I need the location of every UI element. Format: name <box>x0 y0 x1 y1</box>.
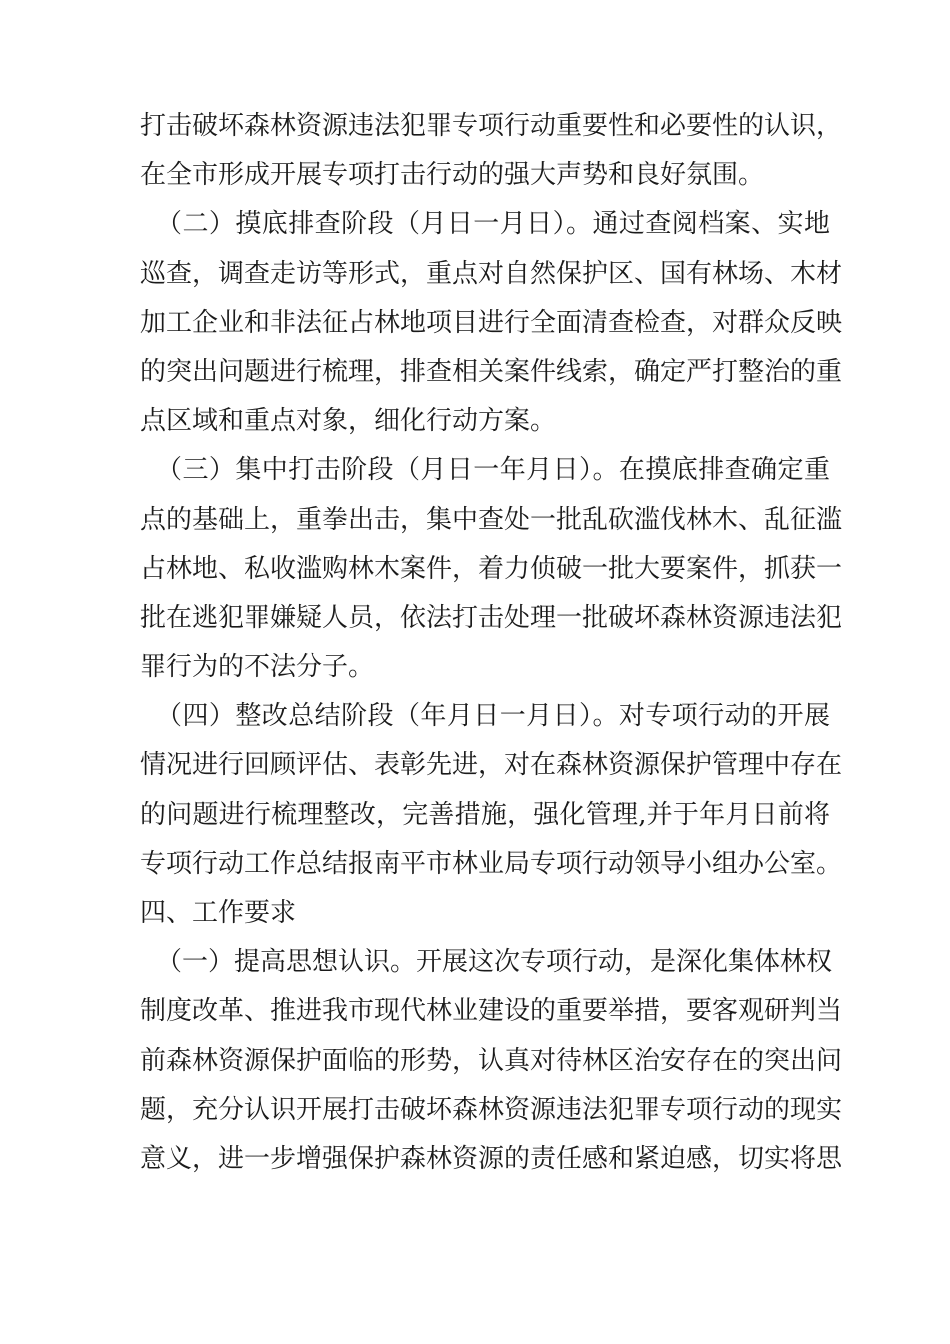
text-line: 前森林资源保护面临的形势，认真对待林区治安存在的突出问 <box>140 1045 843 1076</box>
section-title: 四、工作要求 <box>140 898 297 928</box>
text-line: 打击破坏森林资源违法犯罪专项行动重要性和必要性的认识， <box>140 111 843 141</box>
text-line: 意义，进一步增强保护森林资源的责任感和紧迫感，切实将思 <box>140 1143 843 1174</box>
section-heading-line: （四）整改总结阶段（年月日一月日）。对专项行动的开展 <box>156 701 830 732</box>
text-line: 在全市形成开展专项打击行动的强大声势和良好氛围。 <box>140 160 765 191</box>
text-line: 罪行为的不法分子。 <box>140 652 375 683</box>
text-line: 情况进行回顾评估、表彰先进，对在森林资源保护管理中存在 <box>140 750 843 781</box>
section-heading-line: （一）提高思想认识。开展这次专项行动，是深化集体林权 <box>156 947 833 978</box>
text-line: 的突出问题进行梳理，排查相关案件线索，确定严打整治的重 <box>140 356 843 387</box>
text-line: 占林地、私收滥购林木案件，着力侦破一批大要案件，抓获一 <box>140 553 843 584</box>
text-line: 点的基础上，重拳出击，集中查处一批乱砍滥伐林木、乱征滥 <box>140 504 843 535</box>
text-line: 巡查，调查走访等形式，重点对自然保护区、国有林场、木材 <box>140 258 843 289</box>
text-line: 专项行动工作总结报南平市林业局专项行动领导小组办公室。 <box>140 848 843 879</box>
text-line: 的问题进行梳理整改，完善措施，强化管理,并于年月日前将 <box>140 799 830 830</box>
text-line: 制度改革、推进我市现代林业建设的重要举措，要客观研判当 <box>140 996 843 1027</box>
section-heading-line: （三）集中打击阶段（月日一年月日）。在摸底排查确定重 <box>156 455 830 486</box>
text-line: 加工企业和非法征占林地项目进行全面清查检查，对群众反映 <box>140 307 843 338</box>
document-body <box>140 102 843 1184</box>
section-heading-line: （二）摸底排查阶段（月日一月日）。通过查阅档案、实地 <box>156 209 830 240</box>
text-line: 批在逃犯罪嫌疑人员，依法打击处理一批破坏森林资源违法犯 <box>140 602 843 633</box>
text-line: 点区域和重点对象，细化行动方案。 <box>140 406 557 437</box>
text-line: 题，充分认识开展打击破坏森林资源违法犯罪专项行动的现实 <box>140 1094 843 1125</box>
